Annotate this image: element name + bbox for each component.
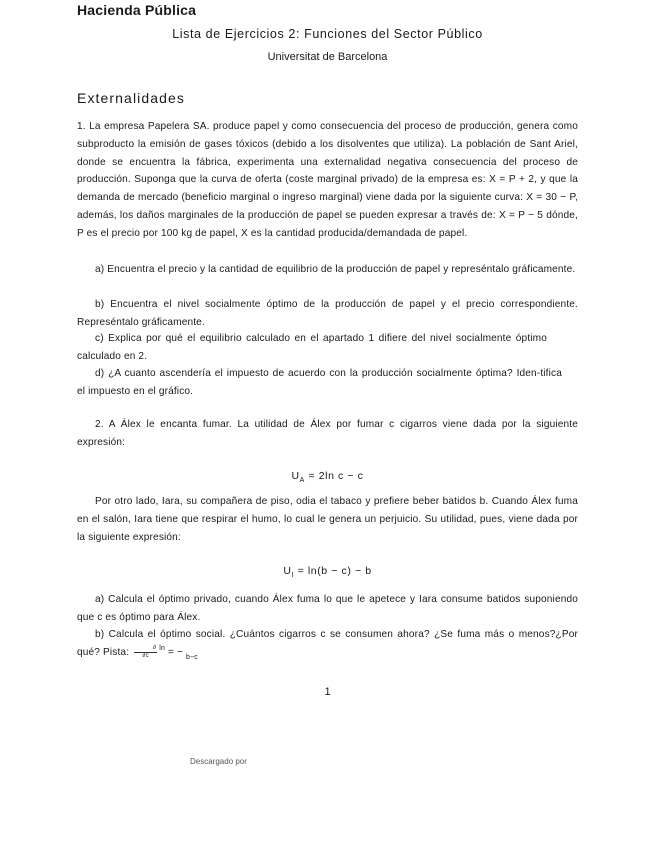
equation-utility-alex — [0, 470, 655, 484]
hint-equals: = − — [165, 646, 186, 658]
exercise-1-part-d: d) ¿A cuanto ascendería el impuesto de acuerdo con la producción socialmente óptima? Iden-tifica el impuesto en el gráfico. — [77, 368, 562, 397]
hint-fraction — [134, 645, 157, 660]
downloaded-by-label: Descargado por — [190, 757, 247, 766]
list-title: Lista de Ejercicios 2: Funciones del Sector Público — [172, 27, 483, 41]
exercise-2-part-b — [77, 626, 578, 663]
eq1-rhs: = 2ln c − c — [304, 470, 364, 482]
exercise-1-part-b: b) Encuentra el nivel socialmente óptimo de la producción de papel y el precio correspondiente. Represéntalo gráficamente. — [77, 299, 578, 328]
hint-denominator: ∂c — [142, 652, 149, 659]
university-name: Universitat de Barcelona — [267, 51, 388, 63]
section-heading: Externalidades — [77, 90, 186, 106]
hint-subscript: b−c — [185, 653, 198, 661]
eq2-rhs: = ln(b − c) − b — [294, 565, 372, 577]
exercise-2-part-a: a) Calcula el óptimo privado, cuando Álex fuma lo que le apetece y Iara consume batidos suponiendo que c es óptimo para Álex. — [77, 594, 578, 623]
exercise-1-statement: 1. La empresa Papelera SA. produce papel y como consecuencia del proceso de producción, genera como subproducto la emisión de gases tóxicos (debido a los disolventes que utiliza). La población de Sant Ariel, donde se encuentra la fábrica, experimenta una externalidad negativa consecuencia del proceso de producción. Suponga que la curva de oferta (coste marginal privado) de la empresa es: X = P + 2, y que la demanda de mercado (beneficio marginal o ingreso marginal) viene dada por la siguiente curva: X = 30 − P, además, los daños marginales de la producción de papel se pueden expresar a través de: X = P − 5 dónde, P es el precio por 100 kg de papel, X es la cantidad producida/demandada de papel. — [77, 121, 578, 239]
exercise-2-part-b-text: b) Calcula el óptimo social. ¿Cuántos cigarros c se consumen ahora? ¿Se fuma más o menos?¿Por qué? Pista: — [77, 629, 578, 658]
equation-utility-iara — [0, 565, 655, 579]
eq1-lhs: U — [291, 470, 300, 482]
page-number: 1 — [324, 686, 331, 698]
course-title: Hacienda Pública — [77, 2, 197, 18]
hint-superscript: ln — [159, 644, 165, 652]
hint-numerator: ∂ — [134, 645, 157, 653]
eq2-lhs: U — [283, 565, 292, 577]
eq1-subscript: A — [299, 477, 305, 485]
exercise-1-part-a: a) Encuentra el precio y la cantidad de equilibrio de la producción de papel y represéntalo gráficamente. — [95, 264, 576, 275]
exercise-2-middle: Por otro lado, Iara, su compañera de piso, odia el tabaco y prefiere beber batidos b. Cuando Álex fuma en el salón, Iara tiene que respirar el humo, lo cual le genera un perjuicio. Su utilidad, pues, viene dada por la siguiente expresión: — [77, 496, 578, 543]
eq2-subscript: I — [291, 572, 295, 580]
exercise-2-statement: 2. A Álex le encanta fumar. La utilidad de Álex por fumar c cigarros viene dada por la siguiente expresión: — [77, 419, 578, 448]
exercise-1-part-c: c) Explica por qué el equilibrio calculado en el apartado 1 difiere del nivel socialmente óptimo calculado en 2. — [77, 333, 547, 362]
